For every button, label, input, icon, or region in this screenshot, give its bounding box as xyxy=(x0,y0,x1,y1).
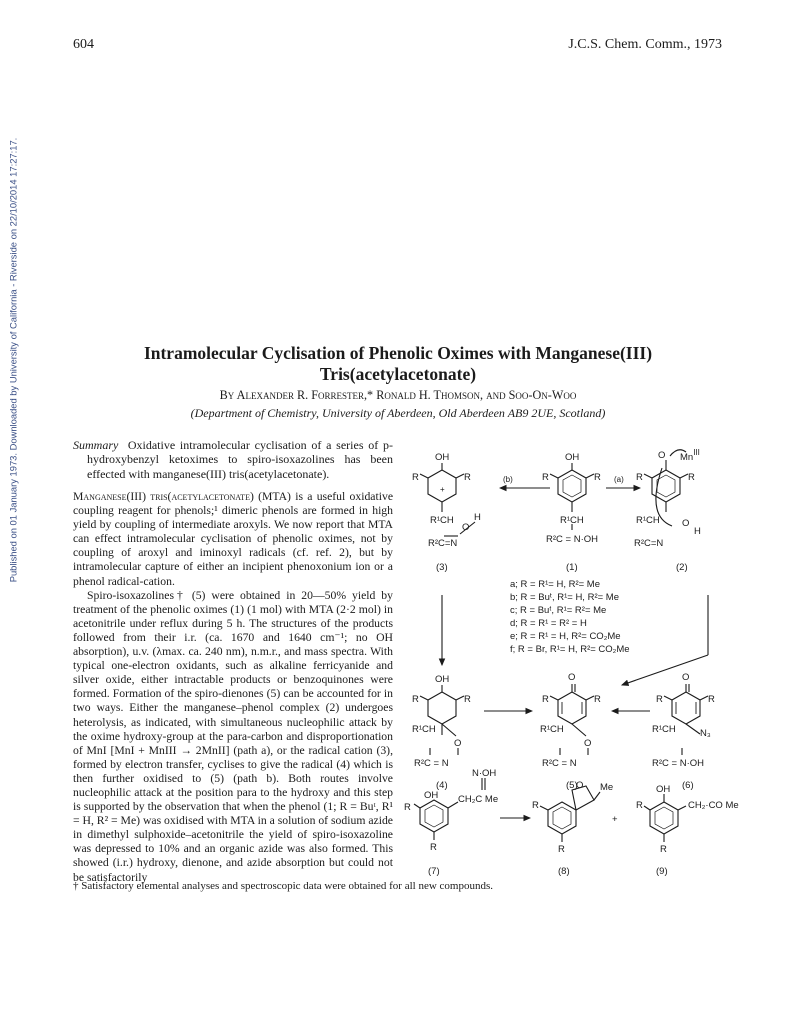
r2cn-label-2: R²C=N xyxy=(634,538,664,549)
r-label-5a: R xyxy=(542,694,549,705)
article-title: Intramolecular Cyclisation of Phenolic Oximes with Manganese(III) Tris(acetylacetonate) xyxy=(143,343,653,384)
label-compound-9: (9) xyxy=(656,866,668,877)
r-label-7a: R xyxy=(404,802,411,813)
o-label-4: O xyxy=(454,738,462,749)
legend-item-c: c; R = Buᵗ, R¹= R²= Me xyxy=(510,605,607,616)
r-label-1b: R xyxy=(594,472,601,483)
h-label-2: H xyxy=(694,526,701,537)
r2c-noh-label-6: R²C = N·OH xyxy=(652,758,704,769)
scheme-figure xyxy=(400,430,795,880)
r-label-2a: R xyxy=(636,472,643,483)
ch2cme-label-7: CH₂C Me xyxy=(458,794,499,805)
author-line: By Alexander R. Forrester,* Ronald H. Thomson, and Soo-On-Woo xyxy=(219,388,577,402)
publication-sidebar xyxy=(6,137,20,583)
r-label-4b: R xyxy=(464,694,471,705)
r2cn-label-4: R²C = N xyxy=(414,758,449,769)
summary-block xyxy=(73,438,393,481)
label-compound-1: (1) xyxy=(566,562,578,573)
label-compound-7: (7) xyxy=(428,866,440,877)
o-label-8: O xyxy=(576,780,584,791)
path-a-label: (a) xyxy=(614,475,624,484)
n3-label-6: N₃ xyxy=(700,728,711,739)
r-label-6b: R xyxy=(708,694,715,705)
oh-label-9: OH xyxy=(656,784,671,795)
r1ch-label-4: R¹CH xyxy=(412,724,436,735)
plus-sign: + xyxy=(612,814,618,825)
r-label-3a: R xyxy=(412,472,419,483)
r1ch-label-6: R¹CH xyxy=(652,724,676,735)
oh-label-1: OH xyxy=(565,452,580,463)
legend-item-b: b; R = Buᵗ, R¹= H, R²= Me xyxy=(510,592,619,603)
o-label-5-top: O xyxy=(568,672,576,683)
affiliation: (Department of Chemistry, University of Aberdeen, Old Aberdeen AB9 2UE, Scotland) xyxy=(190,406,606,420)
plus-label-3: + xyxy=(440,485,445,494)
r1ch-label-1: R¹CH xyxy=(560,515,584,526)
body-paragraph-2: Spiro-isoxazolines† (5) were obtained in 20—50% yield by treatment of the phenolic oximes (1) (1 mol) with MTA (2·2 mol) in acetonitrile under reflux during 5 h. The structures of the products followed from their i.r. (ca. 1670 and 1640 cm⁻¹; no OH absorption), u.v. (λmax. ca. 240 nm), n.m.r., and mass spectra. With typical one-electron oxidants, such as alkaline ferricyanide and silver oxide, either intractable products or benzoquinones were formed. Formation of the spiro-dienones (5) can be accounted for in two ways. Either the manganese–phenol complex (2) undergoes heterolysis, as indicated, with simultaneous nucleophilic attack by the oxime hydroxy-group at the para-carbon and disproportionation of MnI [MnI + MnIII → 2MnII] (path a), or the radical cation (3), formed by electron transfer, cyclises to give the radical (4) which is then further oxidised to (5) (path b). Both routes involve nucleophilic attack at the position para to the hydroxy and this step is supported by the observation that when the phenol (1; R = Buᵗ, R¹ = H, R² = Me) was oxidised with MTA in a solution of sodium azide in dimethyl sulphoxide–acetonitrile the yield of spiro-isoxazoline was depressed to 10% and an organic azide was also formed. This showed (i.r.) hydroxy, dienone, and azide absorption but could not be satisfactorily xyxy=(73,588,393,884)
r-label-8b: R xyxy=(558,844,565,855)
label-compound-8: (8) xyxy=(558,866,570,877)
label-compound-3: (3) xyxy=(436,562,448,573)
r-label-9b: R xyxy=(660,844,667,855)
r1ch-label-2: R¹CH xyxy=(636,515,660,526)
o-label-5: O xyxy=(584,738,592,749)
r-label-2b: R xyxy=(688,472,695,483)
r1ch-label-3: R¹CH xyxy=(430,515,454,526)
page-number: 604 xyxy=(73,37,94,52)
r-label-8a: R xyxy=(532,800,539,811)
mn-oxidation-state: III xyxy=(693,448,700,457)
summary-label: Summary xyxy=(73,438,119,452)
r-label-3b: R xyxy=(464,472,471,483)
r-label-4a: R xyxy=(412,694,419,705)
legend-item-d: d; R = R¹ = R² = H xyxy=(510,618,587,629)
ch2come-label-9: CH₂·CO Me xyxy=(688,800,739,811)
paragraph-lead: Manganese(III) tris(acetylacetonate) xyxy=(73,490,254,503)
legend-item-e: e; R = R¹ = H, R²= CO₂Me xyxy=(510,631,621,642)
arrow-2-to-5 xyxy=(622,655,708,685)
body-paragraph-1 xyxy=(73,490,393,589)
oh-label-4: OH xyxy=(435,674,450,685)
r2cn-label-3: R²C=N xyxy=(428,538,458,549)
paragraph-1-text: (MTA) is a useful oxidative coupling reagent for phenols;¹ dimeric phenols are formed in high yield by coupling of intermediate aroxyls. We now report that MTA can effect intramolecular cyclisation of phenolic oximes, not by coupling of aroxyl and iminoxyl radicals (cf. ref. 2), but by intramolecular capture of either an incipient phenoxonium ion or a phenol radical-cation. xyxy=(73,490,394,588)
r-label-7b: R xyxy=(430,842,437,853)
me-label-8: Me xyxy=(600,782,614,793)
footnote: † Satisfactory elemental analyses and spectroscopic data were obtained for all new compounds. xyxy=(73,880,493,892)
label-compound-4: (4) xyxy=(436,780,448,791)
journal-reference: J.C.S. Chem. Comm., 1973 xyxy=(568,37,722,52)
ring-compound-8 xyxy=(540,786,600,842)
o-label-2: O xyxy=(658,450,666,461)
o-label-2b: O xyxy=(682,518,690,529)
legend-item-a: a; R = R¹= H, R²= Me xyxy=(510,579,601,590)
reaction-schemes xyxy=(400,430,795,880)
label-compound-2: (2) xyxy=(676,562,688,573)
r-label-9a: R xyxy=(636,800,643,811)
label-compound-5: (5) xyxy=(566,780,578,791)
o-label-6-top: O xyxy=(682,672,690,683)
oh-label-3: OH xyxy=(435,452,450,463)
h-label-3: H xyxy=(474,512,481,523)
path-b-label: (b) xyxy=(503,475,513,484)
r2cn-label-5: R²C = N xyxy=(542,758,577,769)
r-label-1a: R xyxy=(542,472,549,483)
r2c-noh-label-1: R²C = N·OH xyxy=(546,534,598,545)
legend-item-f: f; R = Br, R¹= H, R²= CO₂Me xyxy=(510,644,630,655)
r-label-5b: R xyxy=(594,694,601,705)
ring-compound-6 xyxy=(664,684,708,755)
o-label-3: O xyxy=(462,522,470,533)
mn-symbol: Mn xyxy=(680,452,694,463)
summary-text: Oxidative intramolecular cyclisation of a series of p-hydroxybenzyl ketoximes to spiro-isoxazolines has been effected with manganese(III) tris(acetylacetonate). xyxy=(87,438,393,481)
ring-compound-9 xyxy=(644,794,686,842)
body-column xyxy=(73,490,393,885)
ring-compound-7 xyxy=(414,778,485,840)
r1ch-label-5: R¹CH xyxy=(540,724,564,735)
oh-label-7: OH xyxy=(424,790,439,801)
download-stamp: Published on 01 January 1973. Downloaded by University of California - Riverside on 22/10/2014 17:27:17. xyxy=(7,137,19,583)
noh-label-7: N·OH xyxy=(472,768,497,779)
label-compound-6: (6) xyxy=(682,780,694,791)
r-label-6a: R xyxy=(656,694,663,705)
